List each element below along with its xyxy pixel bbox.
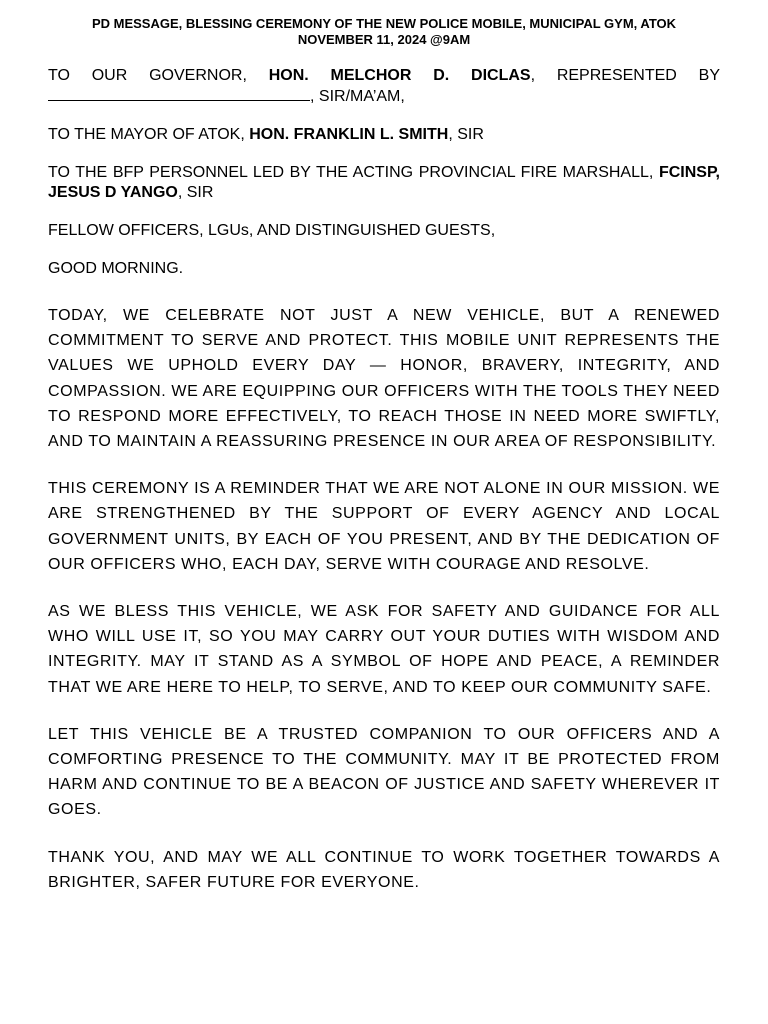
salutation-fellow: FELLOW OFFICERS, LGUs, AND DISTINGUISHED GUESTS, [48,222,496,239]
bfp-suffix: , SIR [177,184,214,201]
body-paragraph-2: THIS CEREMONY IS A REMINDER THAT WE ARE NOT ALONE IN OUR MISSION. WE ARE STRENGTHENED BY THE SUPPORT OF EVERY AGENCY AND LOCAL GOVERNMENT UNITS, BY EACH OF YOU PRESENT, AND BY THE DEDICATION OF OUR OFFICERS WHO, EACH DAY, SERVE WITH COURAGE AND RESOLVE. [48,480,720,573]
salutations [48,66,720,279]
bfp-name: FCINSP, JESUS D YANGO [48,164,720,201]
salutation-bfp [48,163,720,203]
title-line-2: NOVEMBER 11, 2024 @9AM [297,32,471,47]
title-line-1: PD MESSAGE, BLESSING CEREMONY OF THE NEW POLICE MOBILE, MUNICIPAL GYM, ATOK [91,16,677,31]
body-paragraph-4: LET THIS VEHICLE BE A TRUSTED COMPANION TO OUR OFFICERS AND A COMFORTING PRESENCE TO THE COMMUNITY. MAY IT BE PROTECTED FROM HARM AND CONTINUE TO BE A BEACON OF JUSTICE AND SAFETY WHEREVER IT GOES. [48,725,720,819]
mayor-name: HON. FRANKLIN L. SMITH [249,126,449,143]
governor-suffix: , SIR/MA’AM, [310,88,405,105]
governor-middle: , REPRESENTED BY [530,67,721,84]
bfp-prefix: TO THE BFP PERSONNEL LED BY THE ACTING PROVINCIAL FIRE MARSHALL, [48,164,659,181]
document-title [48,0,720,48]
salutation-governor [48,66,720,107]
body-paragraph-3: AS WE BLESS THIS VEHICLE, WE ASK FOR SAFETY AND GUIDANCE FOR ALL WHO WILL USE IT, SO YOU MAY CARRY OUT YOUR DUTIES WITH WISDOM AND INTEGRITY. MAY IT STAND AS A SYMBOL OF HOPE AND PEACE, A REMINDER THAT WE ARE HERE TO HELP, TO SERVE, AND TO KEEP OUR COMMUNITY SAFE. [48,603,720,696]
representative-blank-line [48,86,310,101]
governor-prefix: TO OUR GOVERNOR, [48,67,269,84]
mayor-prefix: TO THE MAYOR OF ATOK, [48,126,250,143]
mayor-suffix: , SIR [448,126,484,143]
body-paragraph-5: THANK YOU, AND MAY WE ALL CONTINUE TO WORK TOGETHER TOWARDS A BRIGHTER, SAFER FUTURE FOR EVERYONE. [48,848,720,891]
greeting: GOOD MORNING. [48,260,184,277]
governor-name: HON. MELCHOR D. DICLAS [268,67,531,84]
salutation-mayor [48,125,720,145]
body-paragraph-1: TODAY, WE CELEBRATE NOT JUST A NEW VEHICLE, BUT A RENEWED COMMITMENT TO SERVE AND PROTECT. THIS MOBILE UNIT REPRESENTS THE VALUES WE UPHOLD EVERY DAY — HONOR, BRAVERY, INTEGRITY, AND COMPASSION. WE ARE EQUIPPING OUR OFFICERS WITH THE TOOLS THEY NEED TO RESPOND MORE EFFECTIVELY, TO REACH THOSE IN NEED MORE SWIFTLY, AND TO MAINTAIN A REASSURING PRESENCE IN OUR AREA OF RESPONSIBILITY. [48,307,720,451]
